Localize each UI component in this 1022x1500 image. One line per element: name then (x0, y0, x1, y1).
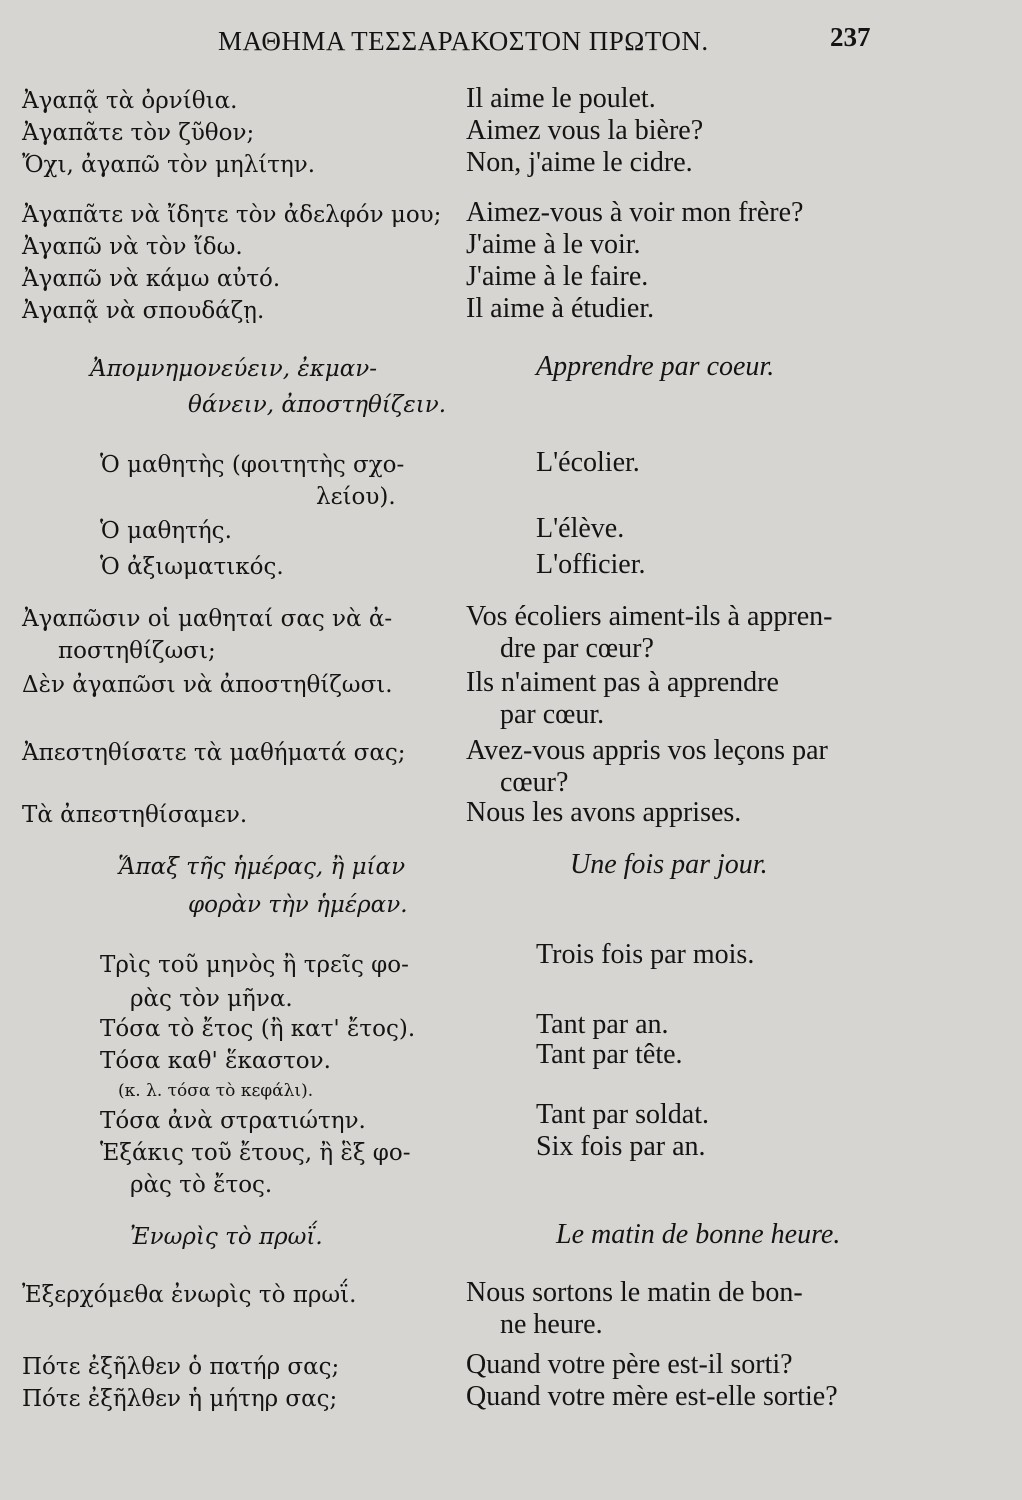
french-line: Nous sortons le matin de bon- (466, 1277, 803, 1308)
french-line: Quand votre mère est-elle sortie? (466, 1381, 838, 1412)
greek-line: Ἀπεστηθίσατε τὰ μαθήματά σας; (22, 740, 406, 766)
french-heading: Apprendre par coeur. (536, 351, 775, 382)
greek-heading: Ἅπαξ τῆς ἡμέρας, ἢ μίαν (118, 854, 406, 880)
greek-line: λείου). (316, 484, 396, 510)
greek-line: Ἀγαπᾷ τὰ ὀρνίθια. (22, 88, 238, 114)
french-line: Vos écoliers aiment-ils à appren- (466, 601, 833, 632)
greek-line: Τόσα τὸ ἔτος (ἢ κατ' ἔτος). (100, 1016, 416, 1042)
greek-line: Τόσα καθ' ἕκαστον. (100, 1048, 331, 1074)
greek-line: Ἀγαπῶσιν οἱ μαθηταί σας νὰ ἀ- (22, 606, 393, 632)
french-line: Tant par an. (536, 1009, 669, 1040)
page-title: ΜΑΘΗΜΑ ΤΕΣΣΑΡΑΚΟΣΤΟΝ ΠΡΩΤΟΝ. (218, 26, 709, 56)
french-line: Ils n'aiment pas à apprendre (466, 667, 779, 698)
greek-line: Τόσα ἀνὰ στρατιώτην. (100, 1108, 366, 1134)
greek-line: Δὲν ἀγαπῶσι νὰ ἀποστηθίζωσι. (22, 672, 393, 698)
french-line: Aimez-vous à voir mon frère? (466, 197, 804, 228)
page-header (0, 22, 1022, 62)
greek-line: Ἐξερχόμεθα ἐνωρὶς τὸ πρωΐ. (22, 1282, 357, 1308)
french-line: L'écolier. (536, 447, 640, 478)
greek-line: Ἀγαπᾷ νὰ σπουδάζῃ. (22, 298, 265, 324)
french-line: dre par cœur? (500, 633, 654, 664)
greek-line: Ἀγαπῶ νὰ τὸν ἴδω. (22, 234, 243, 260)
french-line: ne heure. (500, 1309, 603, 1340)
french-line: J'aime à le faire. (466, 261, 649, 292)
french-line: Avez-vous appris vos leçons par (466, 735, 828, 766)
french-line: J'aime à le voir. (466, 229, 641, 260)
greek-line: Ἀγαπᾶτε τὸν ζῦθον; (22, 120, 255, 146)
greek-line: Ἀγαπᾶτε νὰ ἴδητε τὸν ἀδελφόν μου; (22, 202, 442, 228)
greek-line: ρὰς τὸν μῆνα. (130, 986, 293, 1012)
french-line: Il aime le poulet. (466, 83, 656, 114)
french-line: Nous les avons apprises. (466, 797, 742, 828)
page-number: 237 (830, 22, 871, 52)
french-heading: Une fois par jour. (570, 849, 768, 880)
greek-line: Πότε ἐξῆλθεν ὁ πατήρ σας; (22, 1354, 340, 1380)
greek-line: Ἀγαπῶ νὰ κάμω αὐτό. (22, 266, 281, 292)
greek-heading: Ἐνωρὶς τὸ πρωΐ. (130, 1224, 323, 1250)
french-line: par cœur. (500, 699, 605, 730)
greek-line: Ἑξάκις τοῦ ἔτους, ἢ ἓξ φο- (100, 1140, 411, 1166)
greek-line: Ὁ μαθητής. (100, 518, 232, 544)
french-line: Il aime à étudier. (466, 293, 655, 324)
french-line: Aimez vous la bière? (466, 115, 704, 146)
french-line: Non, j'aime le cidre. (466, 147, 693, 178)
greek-line: Ὁ μαθητὴς (φοιτητὴς σχο- (100, 452, 405, 478)
greek-line: ρὰς τὸ ἔτος. (130, 1172, 273, 1198)
french-line: Quand votre père est-il sorti? (466, 1349, 793, 1380)
greek-line: Τὰ ἀπεστηθίσαμεν. (22, 802, 248, 828)
greek-heading: θάνειν, ἀποστηθίζειν. (188, 392, 447, 418)
french-line: Six fois par an. (536, 1131, 706, 1162)
greek-line: Ὄχι, ἀγαπῶ τὸν μηλίτην. (22, 152, 316, 178)
greek-heading: Ἀπομνημονεύειν, ἐκμαν- (90, 356, 378, 382)
french-line: Trois fois par mois. (536, 939, 755, 970)
greek-line: Τρὶς τοῦ μηνὸς ἢ τρεῖς φο- (100, 952, 409, 978)
french-line: Tant par tête. (536, 1039, 683, 1070)
greek-line: Ὁ ἀξιωματικός. (100, 554, 284, 580)
french-line: L'élève. (536, 513, 625, 544)
french-line: L'officier. (536, 549, 646, 580)
greek-line: ποστηθίζωσι; (58, 638, 216, 664)
french-line: cœur? (500, 767, 569, 798)
greek-heading: φορὰν τὴν ἡμέραν. (188, 892, 408, 918)
greek-line: Πότε ἐξῆλθεν ἡ μήτηρ σας; (22, 1386, 338, 1412)
french-line: Tant par soldat. (536, 1099, 709, 1130)
french-heading: Le matin de bonne heure. (556, 1219, 841, 1250)
greek-note: (κ. λ. τόσα τὸ κεφάλι). (118, 1081, 314, 1101)
